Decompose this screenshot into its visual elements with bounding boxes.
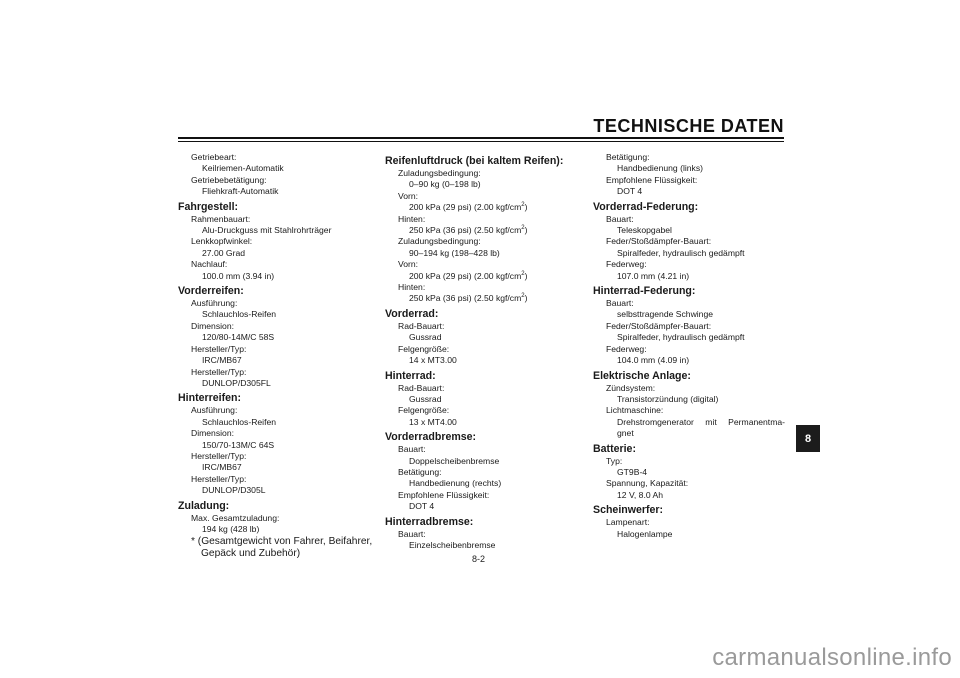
spec-value-text: Schlauchlos-Reifen — [202, 309, 277, 320]
spec-value-text: DOT 4 — [617, 186, 643, 197]
spec-label-text: Hersteller/Typ: — [191, 450, 247, 461]
spec-label-text: Empfohlene Flüssigkeit: — [398, 489, 490, 500]
spec-label — [385, 444, 581, 455]
spec-value — [385, 293, 581, 304]
spec-value — [593, 467, 789, 478]
spec-label — [593, 456, 789, 467]
spec-label-text: Lenkkopfwinkel: — [191, 236, 253, 247]
spec-value — [593, 225, 789, 236]
section-heading — [385, 369, 581, 383]
spec-value — [385, 394, 581, 405]
section-heading-text: Vorderreifen: — [178, 285, 244, 298]
spec-value — [385, 225, 581, 236]
spec-value-text: Einzelscheibenbremse — [409, 539, 496, 550]
spec-label-text: Dimension: — [191, 428, 234, 439]
spec-value-text: 194 kg (428 lb) — [202, 523, 260, 534]
spec-label-text: Bauart: — [398, 444, 426, 455]
spec-label — [178, 474, 374, 485]
spec-label — [385, 214, 581, 225]
spec-value — [593, 248, 789, 259]
spec-label-text: Dimension: — [191, 320, 234, 331]
spec-label — [385, 282, 581, 293]
spec-value — [593, 186, 789, 197]
spec-label — [593, 214, 789, 225]
spec-label — [178, 298, 374, 309]
spec-label — [178, 259, 374, 270]
section-heading-text: Hinterradbremse: — [385, 515, 474, 528]
spec-label-text: Felgengröße: — [398, 343, 450, 354]
section-heading — [593, 369, 789, 383]
spec-label — [385, 467, 581, 478]
spec-label-text: Felgengröße: — [398, 405, 450, 416]
spec-value-text: Teleskopgabel — [617, 225, 672, 236]
section-heading-text: Vorderrad: — [385, 307, 439, 320]
spec-label-text: Empfohlene Flüssigkeit: — [606, 174, 698, 185]
spec-value — [593, 529, 789, 540]
spec-value-text: 200 kPa (29 psi) (2.00 kgf/cm — [409, 270, 522, 281]
spec-value-text: Alu-Druckguss mit Stahlrohrträger — [202, 225, 332, 236]
section-heading — [178, 200, 374, 214]
page-number: 8-2 — [472, 554, 486, 564]
spec-label — [593, 152, 789, 163]
section-heading — [385, 430, 581, 444]
section-heading — [593, 284, 789, 298]
spec-value-text: Fliehkraft-Automatik — [202, 186, 279, 197]
spec-label — [385, 259, 581, 270]
spec-label — [385, 168, 581, 179]
spec-value — [593, 490, 789, 501]
spec-value — [385, 540, 581, 551]
spec-label — [593, 405, 789, 416]
spec-label-text: Hersteller/Typ: — [191, 473, 247, 484]
spec-value — [385, 202, 581, 213]
spec-value — [385, 248, 581, 259]
spec-label-text: Vorn: — [398, 259, 419, 270]
spec-value — [385, 332, 581, 343]
spec-column-1 — [178, 152, 374, 560]
spec-value — [385, 417, 581, 428]
spec-label — [178, 451, 374, 462]
spec-label-text: Spannung, Kapazität: — [606, 478, 689, 489]
spec-label-text: Lampenart: — [606, 517, 650, 528]
spec-value — [178, 378, 374, 389]
spec-value — [178, 271, 374, 282]
spec-label-text: Ausführung: — [191, 405, 238, 416]
spec-label — [178, 152, 374, 163]
title-rule-thin — [178, 141, 784, 142]
spec-label — [385, 191, 581, 202]
spec-value — [385, 478, 581, 489]
spec-value — [178, 332, 374, 343]
spec-label — [178, 428, 374, 439]
spec-value — [178, 309, 374, 320]
spec-label-text: Betätigung: — [606, 152, 650, 162]
spec-label — [178, 214, 374, 225]
section-heading — [385, 307, 581, 321]
spec-value-text: Spiralfeder, hydraulisch gedämpft — [617, 247, 745, 258]
spec-value — [593, 428, 789, 439]
spec-label-text: Rad-Bauart: — [398, 320, 445, 331]
spec-value-text: selbsttragende Schwinge — [617, 309, 714, 320]
spec-label-text: Zuladungsbedingung: — [398, 236, 481, 247]
section-heading-text: Vorderrad-Federung: — [593, 200, 699, 213]
page-title: TECHNISCHE DATEN — [593, 116, 784, 136]
spec-value-text: DUNLOP/D305FL — [202, 377, 271, 388]
spec-value-text: 12 V, 8.0 Ah — [617, 489, 664, 500]
spec-label-text: Rad-Bauart: — [398, 382, 445, 393]
spec-value — [593, 394, 789, 405]
spec-label — [178, 344, 374, 355]
closing-paren: ) — [524, 202, 528, 213]
spec-label-text: Bauart: — [606, 213, 634, 224]
superscript: 2 — [521, 270, 525, 277]
spec-label-text: Bauart: — [606, 298, 634, 309]
spec-label — [385, 383, 581, 394]
spec-label-text: Getriebeart: — [191, 152, 237, 162]
spec-column-3 — [593, 152, 789, 540]
spec-label-text: Typ: — [606, 455, 623, 466]
closing-paren: ) — [524, 225, 528, 236]
spec-value — [385, 179, 581, 190]
spec-label-text: Max. Gesamtzuladung: — [191, 512, 280, 523]
section-heading — [178, 499, 374, 513]
spec-value-text: 150/70-13M/C 64S — [202, 439, 275, 450]
spec-label-text: Feder/Stoßdämpfer-Bauart: — [606, 320, 712, 331]
spec-value — [385, 456, 581, 467]
spec-label-text: Rahmenbauart: — [191, 213, 251, 224]
chapter-tab: 8 — [796, 425, 820, 452]
spec-label — [593, 383, 789, 394]
spec-label — [593, 175, 789, 186]
spec-label — [385, 321, 581, 332]
spec-label-text: Federweg: — [606, 343, 647, 354]
spec-value-text: Handbedienung (rechts) — [409, 478, 502, 489]
superscript: 2 — [521, 225, 525, 232]
section-heading-text: Hinterrad-Federung: — [593, 285, 696, 298]
spec-label — [593, 478, 789, 489]
spec-label — [178, 236, 374, 247]
spec-label-text: Ausführung: — [191, 298, 238, 309]
spec-label-text: Lichtmaschine: — [606, 405, 664, 416]
spec-value-text: 104.0 mm (4.09 in) — [617, 355, 690, 366]
spec-label-text: Nachlauf: — [191, 259, 228, 270]
spec-label-text: Betätigung: — [398, 466, 442, 477]
spec-value-text: 14 x MT3.00 — [409, 355, 457, 366]
spec-value — [178, 485, 374, 496]
spec-value-text: Gussrad — [409, 393, 442, 404]
spec-value — [178, 440, 374, 451]
section-heading — [385, 154, 581, 168]
spec-label — [593, 298, 789, 309]
spec-value-text: Schlauchlos-Reifen — [202, 416, 277, 427]
spec-value-text: 0–90 kg (0–198 lb) — [409, 179, 481, 190]
watermark: carmanualsonline.info — [712, 644, 952, 671]
spec-label — [593, 321, 789, 332]
spec-label-text: Getriebebetätigung: — [191, 174, 267, 185]
spec-value-text: Drehstromgenerator mit Permanentma- — [617, 416, 785, 427]
spec-value-text: DUNLOP/D305L — [202, 485, 266, 496]
spec-label-text: Hersteller/Typ: — [191, 343, 247, 354]
spec-value — [385, 501, 581, 512]
spec-value-text: 120/80-14M/C 58S — [202, 332, 275, 343]
spec-value-text: IRC/MB67 — [202, 462, 242, 473]
closing-paren: ) — [524, 270, 528, 281]
spec-value — [178, 248, 374, 259]
spec-value-text: 100.0 mm (3.94 in) — [202, 270, 275, 281]
spec-label — [385, 236, 581, 247]
spec-column-2 — [385, 152, 581, 551]
spec-value-text: 250 kPa (36 psi) (2.50 kgf/cm — [409, 225, 522, 236]
footnote-text: * (Gesamtgewicht von Fahrer, Beifahrer, Gepäck und Zubehör) — [191, 536, 373, 560]
spec-value-text: Halogenlampe — [617, 528, 673, 539]
spec-label — [593, 517, 789, 528]
spec-value — [178, 163, 374, 174]
spec-value — [178, 524, 374, 535]
spec-label — [593, 344, 789, 355]
section-heading-text: Vorderradbremse: — [385, 431, 477, 444]
spec-label — [178, 513, 374, 524]
section-heading — [178, 391, 374, 405]
superscript: 2 — [521, 202, 525, 209]
spec-value — [178, 186, 374, 197]
spec-label-text: Hersteller/Typ: — [191, 366, 247, 377]
spec-value — [593, 309, 789, 320]
spec-label-text: Bauart: — [398, 528, 426, 539]
spec-label — [385, 344, 581, 355]
spec-value-text: GT9B-4 — [617, 466, 648, 477]
title-rule-thick — [178, 137, 784, 139]
spec-value-text: Spiralfeder, hydraulisch gedämpft — [617, 332, 745, 343]
spec-label — [385, 405, 581, 416]
spec-label-text: Vorn: — [398, 190, 419, 201]
section-heading-text: Zuladung: — [178, 499, 230, 512]
spec-value-text: 27.00 Grad — [202, 247, 245, 258]
spec-value-text: 107.0 mm (4.21 in) — [617, 270, 690, 281]
spec-label-text: Hinten: — [398, 213, 426, 224]
section-heading-text: Hinterrad: — [385, 369, 436, 382]
spec-value — [178, 355, 374, 366]
section-heading-text: Fahrgestell: — [178, 200, 239, 213]
section-heading-text: Reifenluftdruck (bei kaltem Reifen): — [385, 155, 564, 167]
spec-label — [178, 367, 374, 378]
spec-label — [385, 529, 581, 540]
section-heading — [593, 200, 789, 214]
spec-label-text: Zündsystem: — [606, 382, 656, 393]
spec-value — [385, 271, 581, 282]
spec-value-text: gnet — [617, 428, 634, 439]
footnote — [188, 536, 374, 560]
spec-value — [178, 417, 374, 428]
spec-value — [593, 271, 789, 282]
spec-value-text: Doppelscheibenbremse — [409, 455, 500, 466]
spec-label — [593, 259, 789, 270]
spec-value-text: Transistorzündung (digital) — [617, 393, 719, 404]
spec-label-text: Hinten: — [398, 282, 426, 293]
section-heading — [385, 515, 581, 529]
spec-label — [593, 236, 789, 247]
section-heading — [593, 442, 789, 456]
section-heading — [178, 284, 374, 298]
spec-value-text: 90–194 kg (198–428 lb) — [409, 247, 500, 258]
section-heading-text: Hinterreifen: — [178, 392, 241, 405]
spec-value-text: IRC/MB67 — [202, 355, 242, 366]
spec-label-text: Feder/Stoßdämpfer-Bauart: — [606, 236, 712, 247]
spec-value — [178, 225, 374, 236]
spec-value — [593, 417, 789, 428]
spec-value-text: 250 kPa (36 psi) (2.50 kgf/cm — [409, 293, 522, 304]
spec-value-text: DOT 4 — [409, 501, 435, 512]
spec-value-text: Keilriemen-Automatik — [202, 163, 284, 174]
spec-label-text: Zuladungsbedingung: — [398, 168, 481, 178]
spec-value-text: 200 kPa (29 psi) (2.00 kgf/cm — [409, 202, 522, 213]
superscript: 2 — [521, 293, 525, 300]
spec-value-text: 13 x MT4.00 — [409, 416, 457, 427]
spec-value — [385, 355, 581, 366]
spec-label — [178, 321, 374, 332]
spec-value-text: Handbedienung (links) — [617, 163, 703, 174]
spec-label — [385, 490, 581, 501]
spec-value — [593, 163, 789, 174]
spec-value-text: Gussrad — [409, 332, 442, 343]
section-heading-text: Elektrische Anlage: — [593, 369, 691, 382]
section-heading-text: Scheinwerfer: — [593, 504, 664, 517]
closing-paren: ) — [524, 293, 528, 304]
section-heading — [593, 503, 789, 517]
section-heading-text: Batterie: — [593, 442, 636, 455]
spec-value — [593, 355, 789, 366]
spec-label-text: Federweg: — [606, 259, 647, 270]
spec-value — [178, 462, 374, 473]
spec-value — [593, 332, 789, 343]
spec-label — [178, 175, 374, 186]
spec-label — [178, 405, 374, 416]
